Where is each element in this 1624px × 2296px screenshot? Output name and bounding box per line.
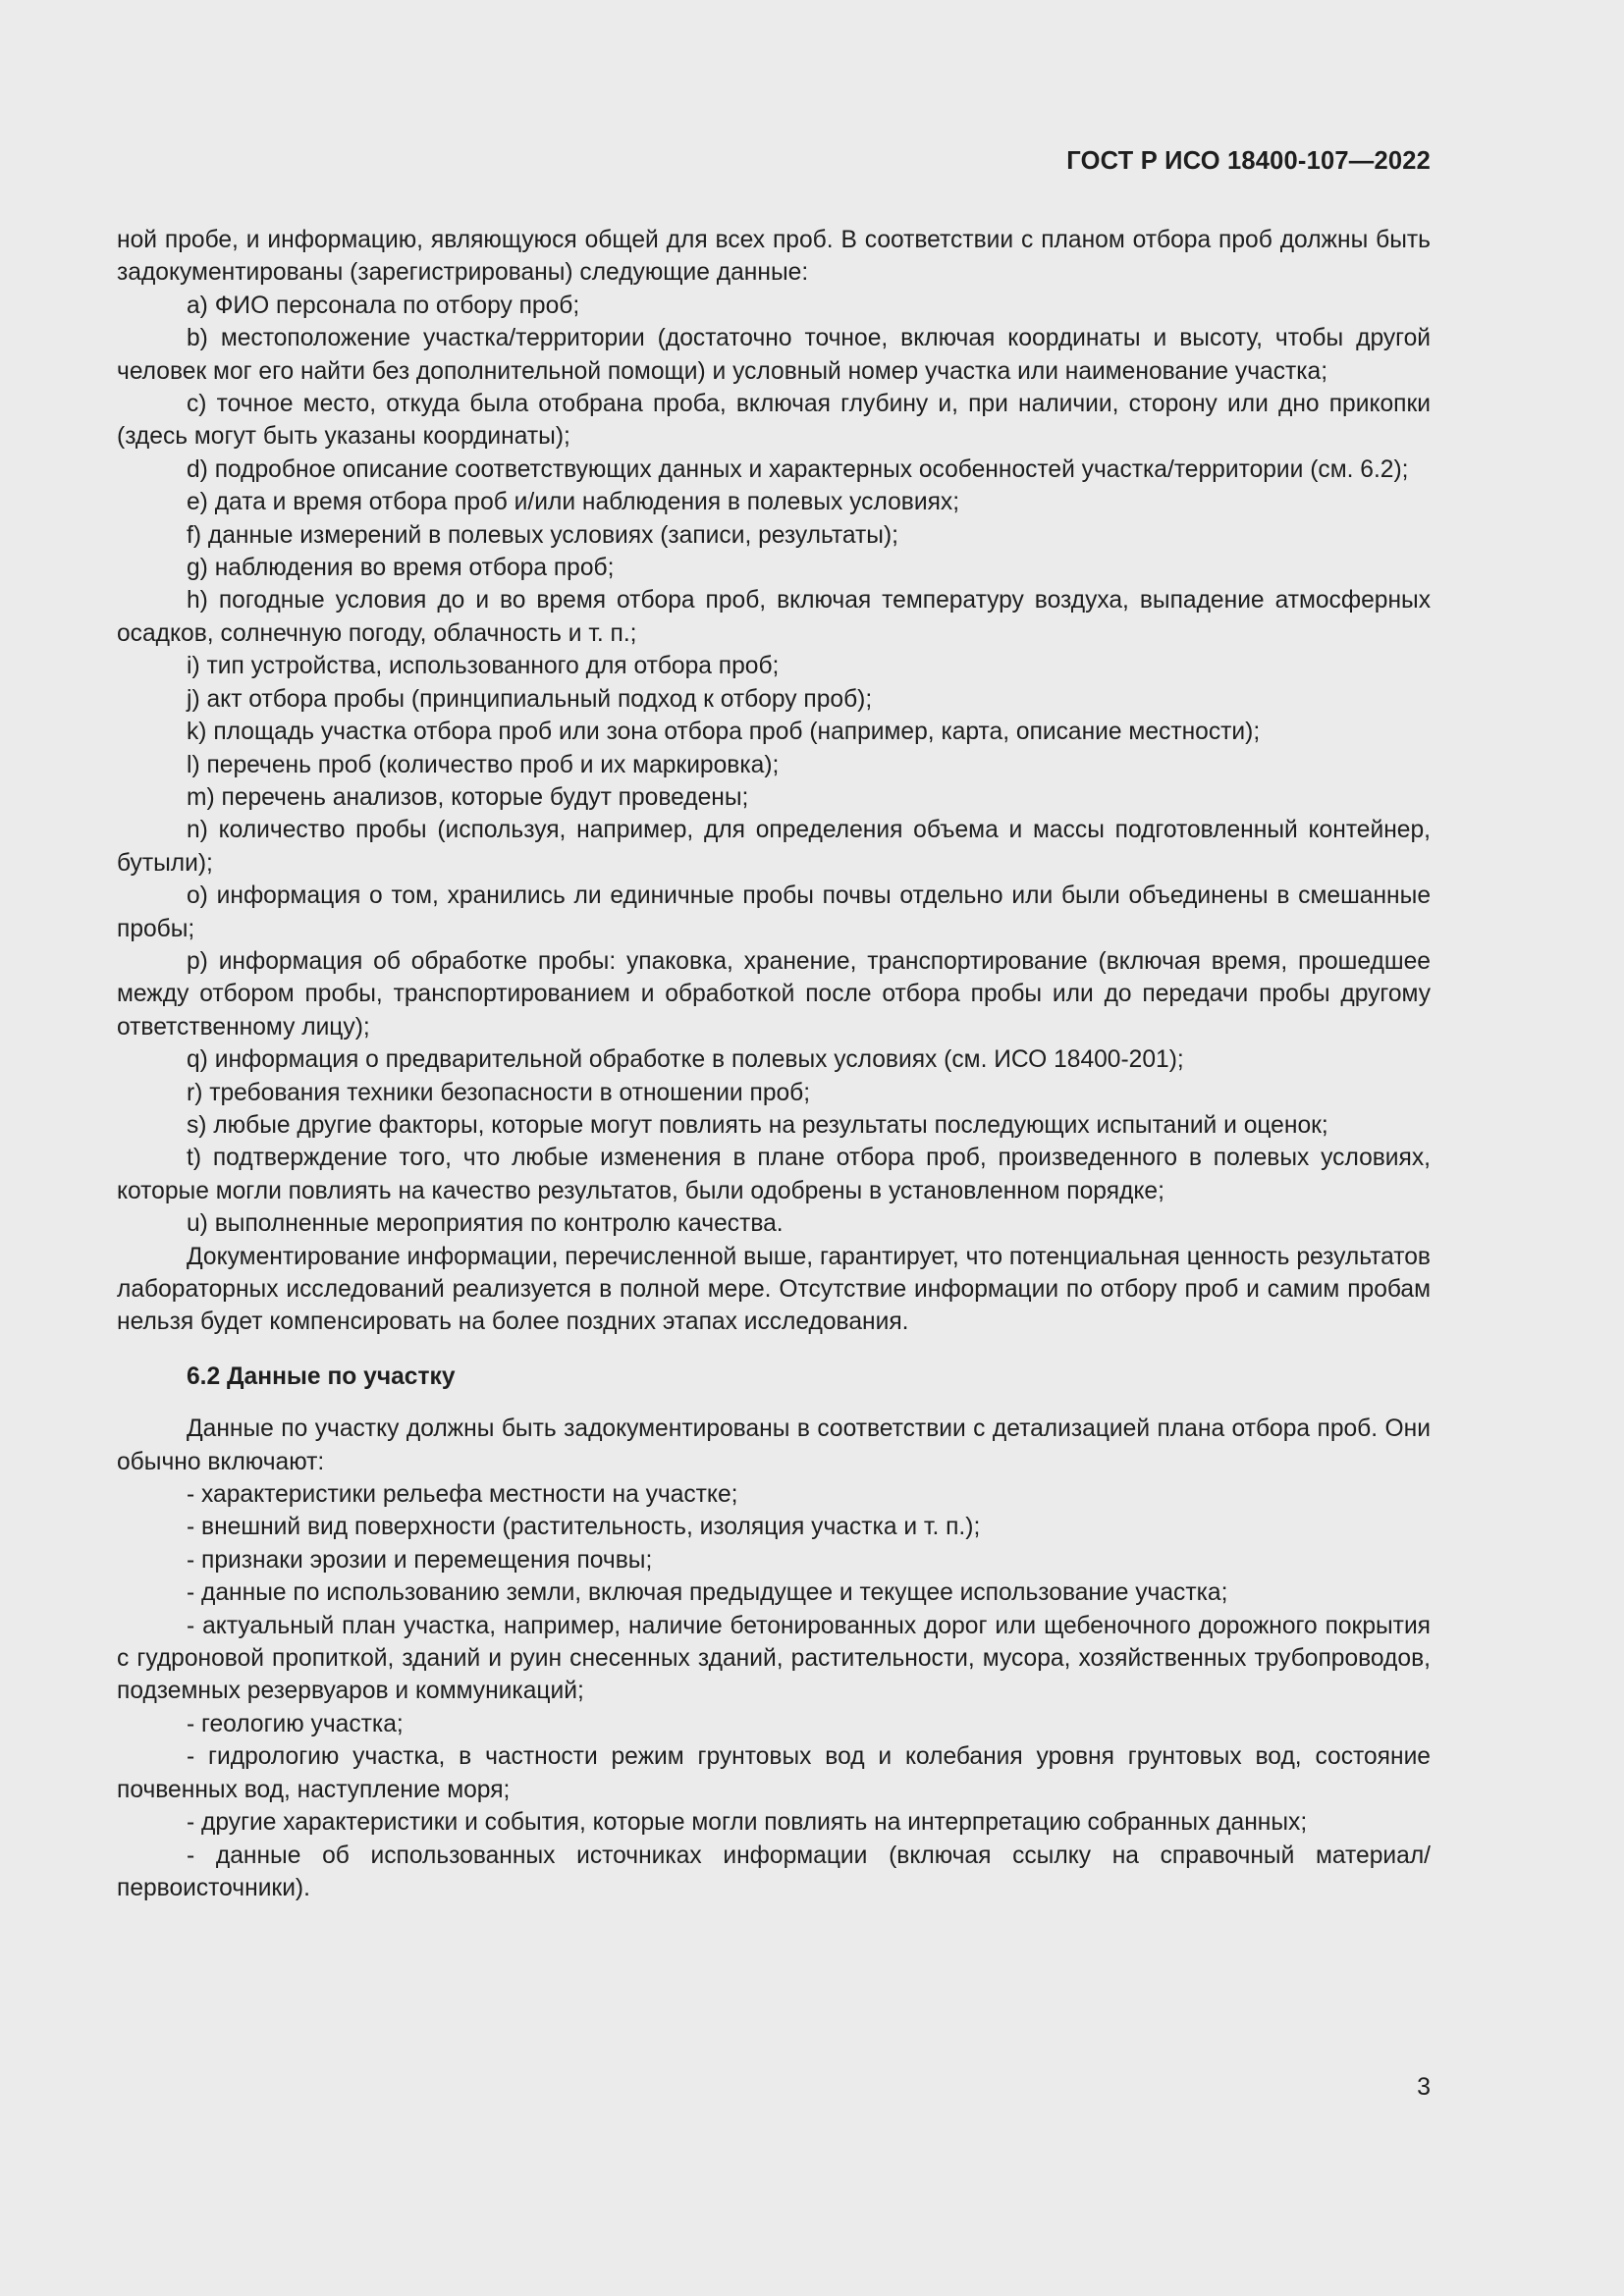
page-body bbox=[117, 224, 1431, 1904]
list-item-e: e) дата и время отбора проб и/или наблюдения в полевых условиях; bbox=[187, 489, 960, 516]
list-item-h: h) погодные условия до и во время отбора проб, включая температуру воздуха, выпадение атмосферных осадков, солнечную погоду, облачность и т. п.; bbox=[117, 587, 1431, 647]
list-item-i: i) тип устройства, использованного для отбора проб; bbox=[187, 653, 780, 680]
list-item-a: a) ФИО персонала по отбору проб; bbox=[187, 292, 580, 319]
list-item-l: l) перечень проб (количество проб и их маркировка); bbox=[187, 751, 780, 778]
section-heading: 6.2 Данные по участку bbox=[187, 1362, 456, 1390]
list-item-t: t) подтверждение того, что любые изменения в плане отбора проб, произведенного в полевых условиях, которые могли повлиять на качество результатов, были одобрены в установленном порядке; bbox=[117, 1145, 1431, 1204]
list-item-m: m) перечень анализов, которые будут проведены; bbox=[187, 783, 749, 811]
bullet-item: - характеристики рельефа местности на участке; bbox=[187, 1481, 738, 1509]
list-item-r: r) требования техники безопасности в отношении проб; bbox=[187, 1079, 811, 1106]
list-item-q: q) информация о предварительной обработке в полевых условиях (см. ИСО 18400-201); bbox=[187, 1046, 1184, 1074]
list-item-s: s) любые другие факторы, которые могут повлиять на результаты последующих испытаний и оценок; bbox=[187, 1111, 1328, 1139]
section-intro-paragraph: Данные по участку должны быть задокументированы в соответствии с детализацией плана отбора проб. Они обычно включают: bbox=[117, 1415, 1431, 1475]
list-item-k: k) площадь участка отбора проб или зона отбора проб (например, карта, описание местности); bbox=[187, 719, 1261, 746]
list-item-u: u) выполненные мероприятия по контролю качества. bbox=[187, 1210, 784, 1238]
list-item-f: f) данные измерений в полевых условиях (записи, результаты); bbox=[187, 521, 899, 549]
list-item-d: d) подробное описание соответствующих данных и характерных особенностей участка/территории (см. 6.2); bbox=[187, 455, 1409, 483]
bullet-item: - внешний вид поверхности (растительность, изоляция участка и т. п.); bbox=[187, 1514, 981, 1541]
bullet-item: - признаки эрозии и перемещения почвы; bbox=[187, 1546, 653, 1574]
list-item-g: g) наблюдения во время отбора проб; bbox=[187, 555, 615, 582]
intro-paragraph: ной пробе, и информацию, являющуюся общей для всех проб. В соответствии с планом отбора проб должны быть задокументированы (зарегистрированы) следующие данные: bbox=[117, 227, 1431, 287]
bullet-item: - гидрологию участка, в частности режим грунтовых вод и колебания уровня грунтовых вод, состояние почвенных вод, наступление моря; bbox=[117, 1743, 1431, 1803]
bullet-item: - геологию участка; bbox=[187, 1710, 404, 1737]
list-item-b: b) местоположение участка/территории (достаточно точное, включая координаты и высоту, чтобы другой человек мог его найти без дополнительной помощи) и условный номер участка или наименование участка; bbox=[117, 325, 1431, 385]
document-code-header: ГОСТ Р ИСО 18400-107—2022 bbox=[1066, 147, 1431, 175]
bullet-item: - данные об использованных источниках информации (включая ссылку на справочный материал/первоисточники). bbox=[117, 1842, 1431, 1901]
bullet-item: - другие характеристики и события, которые могли повлиять на интерпретацию собранных данных; bbox=[187, 1809, 1308, 1837]
list-item-c: c) точное место, откуда была отобрана проба, включая глубину и, при наличии, сторону или дно прикопки (здесь могут быть указаны координаты); bbox=[117, 391, 1431, 451]
list-item-o: o) информация о том, хранились ли единичные пробы почвы отдельно или были объединены в смешанные пробы; bbox=[117, 882, 1431, 942]
list-item-j: j) акт отбора пробы (принципиальный подход к отбору проб); bbox=[187, 685, 873, 713]
list-item-n: n) количество пробы (используя, например, для определения объема и массы подготовленный контейнер, бутыли); bbox=[117, 817, 1431, 877]
summary-paragraph: Документирование информации, перечисленной выше, гарантирует, что потенциальная ценность результатов лабораторных исследований реализуется в полной мере. Отсутствие информации по отбору проб и самим пробам нельзя будет компенсировать на более поздних этапах исследования. bbox=[117, 1243, 1431, 1336]
list-item-p: p) информация об обработке пробы: упаковка, хранение, транспортирование (включая время, прошедшее между отбором пробы, транспортированием и обработкой после отбора пробы или до передачи пробы другому ответственному лицу); bbox=[117, 947, 1431, 1041]
bullet-item: - данные по использованию земли, включая предыдущее и текущее использование участка; bbox=[187, 1579, 1228, 1607]
page-number: 3 bbox=[1417, 2073, 1431, 2101]
bullet-item: - актуальный план участка, например, наличие бетонированных дорог или щебеночного дорожного покрытия с гудроновой пропиткой, зданий и руин снесенных зданий, растительности, мусора, хозяйственных трубопроводов, подземных резервуаров и коммуникаций; bbox=[117, 1612, 1431, 1705]
